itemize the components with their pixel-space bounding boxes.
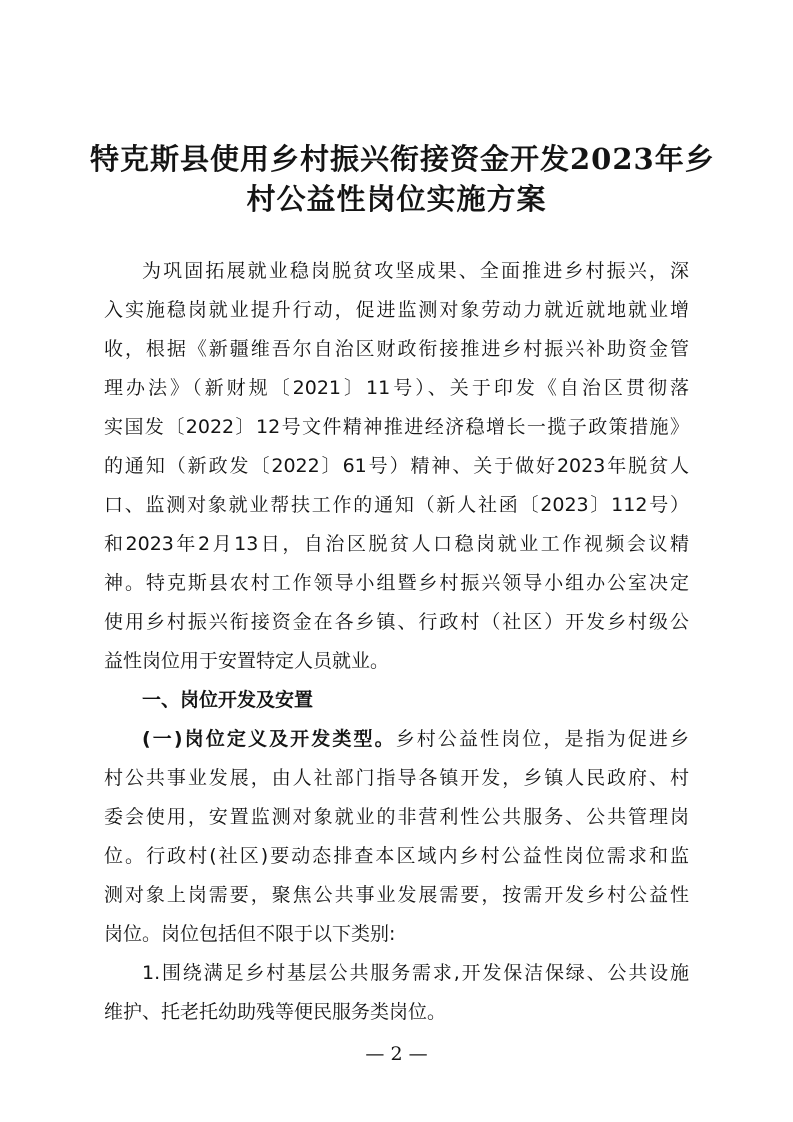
subsection-1-line-1 [142, 725, 689, 753]
intro-line-8: 和2023年2月13日，自治区脱贫人口稳岗就业工作视频会议精 [104, 533, 689, 555]
intro-line-10: 使用乡村振兴衔接资金在各乡镇、行政村（社区）开发乡村级公 [104, 611, 689, 633]
subsection-1-label: (一)岗位定义及开发类型。 [142, 728, 396, 750]
intro-line-9: 神。特克斯县农村工作领导小组暨乡村振兴领导小组办公室决定 [104, 572, 689, 594]
intro-line-7: 口、监测对象就业帮扶工作的通知（新人社函〔2023〕112号） [104, 494, 689, 516]
document-title-line-1: 特克斯县使用乡村振兴衔接资金开发2023年乡 [90, 142, 715, 176]
subsection-1-line-2: 村公共事业发展，由人社部门指导各镇开发，乡镇人民政府、村 [104, 767, 689, 789]
intro-line-3: 收，根据《新疆维吾尔自治区财政衔接推进乡村振兴补助资金管 [104, 338, 689, 360]
subsection-1-line-4: 位。行政村(社区)要动态排查本区域内乡村公益性岗位需求和监 [104, 845, 689, 867]
intro-line-4: 理办法》（新财规〔2021〕11号）、关于印发《自治区贯彻落 [104, 377, 689, 399]
intro-line-6: 的通知（新政发〔2022〕61号）精神、关于做好2023年脱贫人 [104, 455, 689, 477]
item-1-line-2: 维护、托老托幼助残等便民服务类岗位。 [104, 1001, 447, 1023]
document-title-line-2: 村公益性岗位实施方案 [246, 182, 547, 216]
intro-line-5: 实国发〔2022〕12号文件精神推进经济稳增长一揽子政策措施》 [104, 416, 689, 438]
subsection-1-line-5: 测对象上岗需要，聚焦公共事业发展需要，按需开发乡村公益性 [104, 884, 689, 906]
intro-line-11: 益性岗位用于安置特定人员就业。 [104, 650, 390, 672]
subsection-1-first-line-text: 乡村公益性岗位，是指为促进乡 [395, 728, 689, 750]
intro-line-2: 入实施稳岗就业提升行动，促进监测对象劳动力就近就地就业增 [104, 299, 689, 321]
page-number: — 2 — [365, 1043, 428, 1065]
item-1-line-1: 1.围绕满足乡村基层公共服务需求,开发保洁保绿、公共设施 [142, 962, 689, 984]
subsection-1-line-3: 委会使用，安置监测对象就业的非营利性公共服务、公共管理岗 [104, 806, 689, 828]
subsection-1-line-6: 岗位。岗位包括但不限于以下类别: [104, 923, 396, 945]
intro-line-1: 为巩固拓展就业稳岗脱贫攻坚成果、全面推进乡村振兴，深 [142, 260, 689, 282]
section-heading-1: 一、岗位开发及安置 [142, 689, 314, 711]
